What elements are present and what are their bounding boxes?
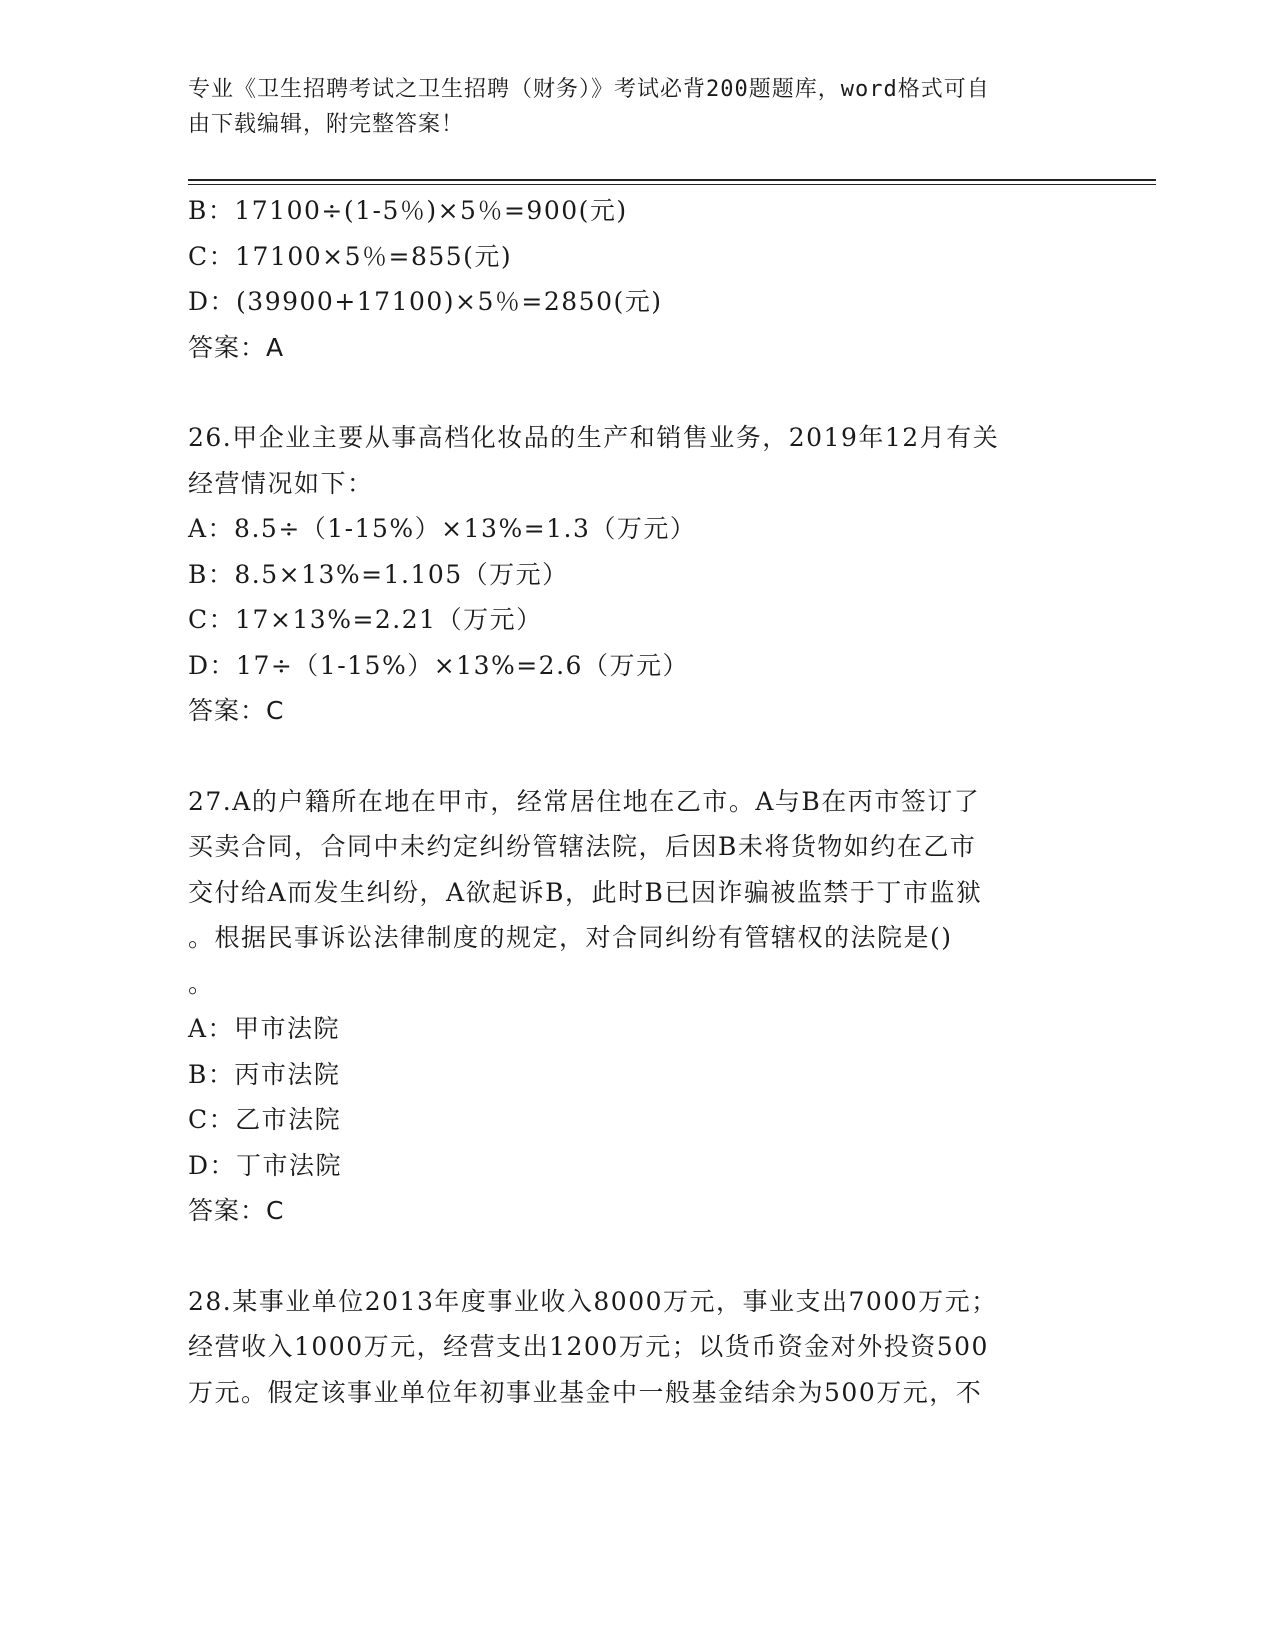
q27-stem-line-4: 。根据民事诉讼法律制度的规定，对合同纠纷有管辖权的法院是()	[188, 923, 953, 952]
q26-answer: 答案：C	[188, 696, 285, 725]
spacer	[188, 370, 1088, 415]
q26-option-d: D：17÷（1-15%）×13%=2.6（万元）	[188, 650, 689, 680]
q26-option-a: A：8.5÷（1-15%）×13%=1.3（万元）	[188, 514, 697, 543]
q27-stem-line-5: 。	[188, 968, 215, 998]
question-content	[188, 188, 1088, 1415]
q28-stem-line-1: 28.某事业单位2013年度事业收入8000万元，事业支出7000万元；	[188, 1286, 998, 1316]
q25-option-c: C：17100×5％=855(元)	[188, 241, 513, 271]
q26-option-c: C：17×13%=2.21（万元）	[188, 605, 543, 634]
q25-option-d: D：(39900+17100)×5％=2850(元)	[188, 287, 663, 316]
q26-stem-line-2: 经营情况如下：	[188, 468, 374, 498]
q27-option-b: B：丙市法院	[188, 1059, 341, 1089]
q26-stem-line-1: 26.甲企业主要从事高档化妆品的生产和销售业务，2019年12月有关	[188, 423, 1000, 452]
spacer	[188, 1234, 1088, 1279]
q25-option-b: B：17100÷(1-5％)×5％=900(元)	[188, 196, 628, 225]
q27-stem-line-2: 买卖合同，合同中未约定纠纷管辖法院，后因B未将货物如约在乙市	[188, 832, 977, 861]
q28-stem-line-3: 万元。假定该事业单位年初事业基金中一般基金结余为500万元，不	[188, 1377, 983, 1407]
q28-stem-line-2: 经营收入1000万元，经营支出1200万元；以货币资金对外投资500	[188, 1332, 989, 1361]
header-divider-thin	[188, 184, 1156, 185]
q27-option-c: C：乙市法院	[188, 1105, 342, 1134]
header-line-1: 专业《卫生招聘考试之卫生招聘（财务）》考试必背200题题库，word格式可自	[188, 77, 990, 102]
header-line-2: 由下载编辑，附完整答案！	[188, 112, 465, 137]
spacer	[188, 734, 1088, 779]
header-divider-thick	[188, 179, 1156, 181]
document-header	[188, 72, 1068, 142]
q27-option-a: A：甲市法院	[188, 1014, 341, 1043]
q25-answer: 答案：A	[188, 332, 285, 362]
q27-stem-line-1: 27.A的户籍所在地在甲市，经常居住地在乙市。A与B在丙市签订了	[188, 786, 981, 816]
q27-stem-line-3: 交付给A而发生纠纷，A欲起诉B，此时B已因诈骗被监禁于丁市监狱	[188, 877, 983, 907]
q27-option-d: D：丁市法院	[188, 1150, 343, 1180]
q26-option-b: B：8.5×13%=1.105（万元）	[188, 559, 569, 589]
q27-answer: 答案：C	[188, 1196, 285, 1225]
